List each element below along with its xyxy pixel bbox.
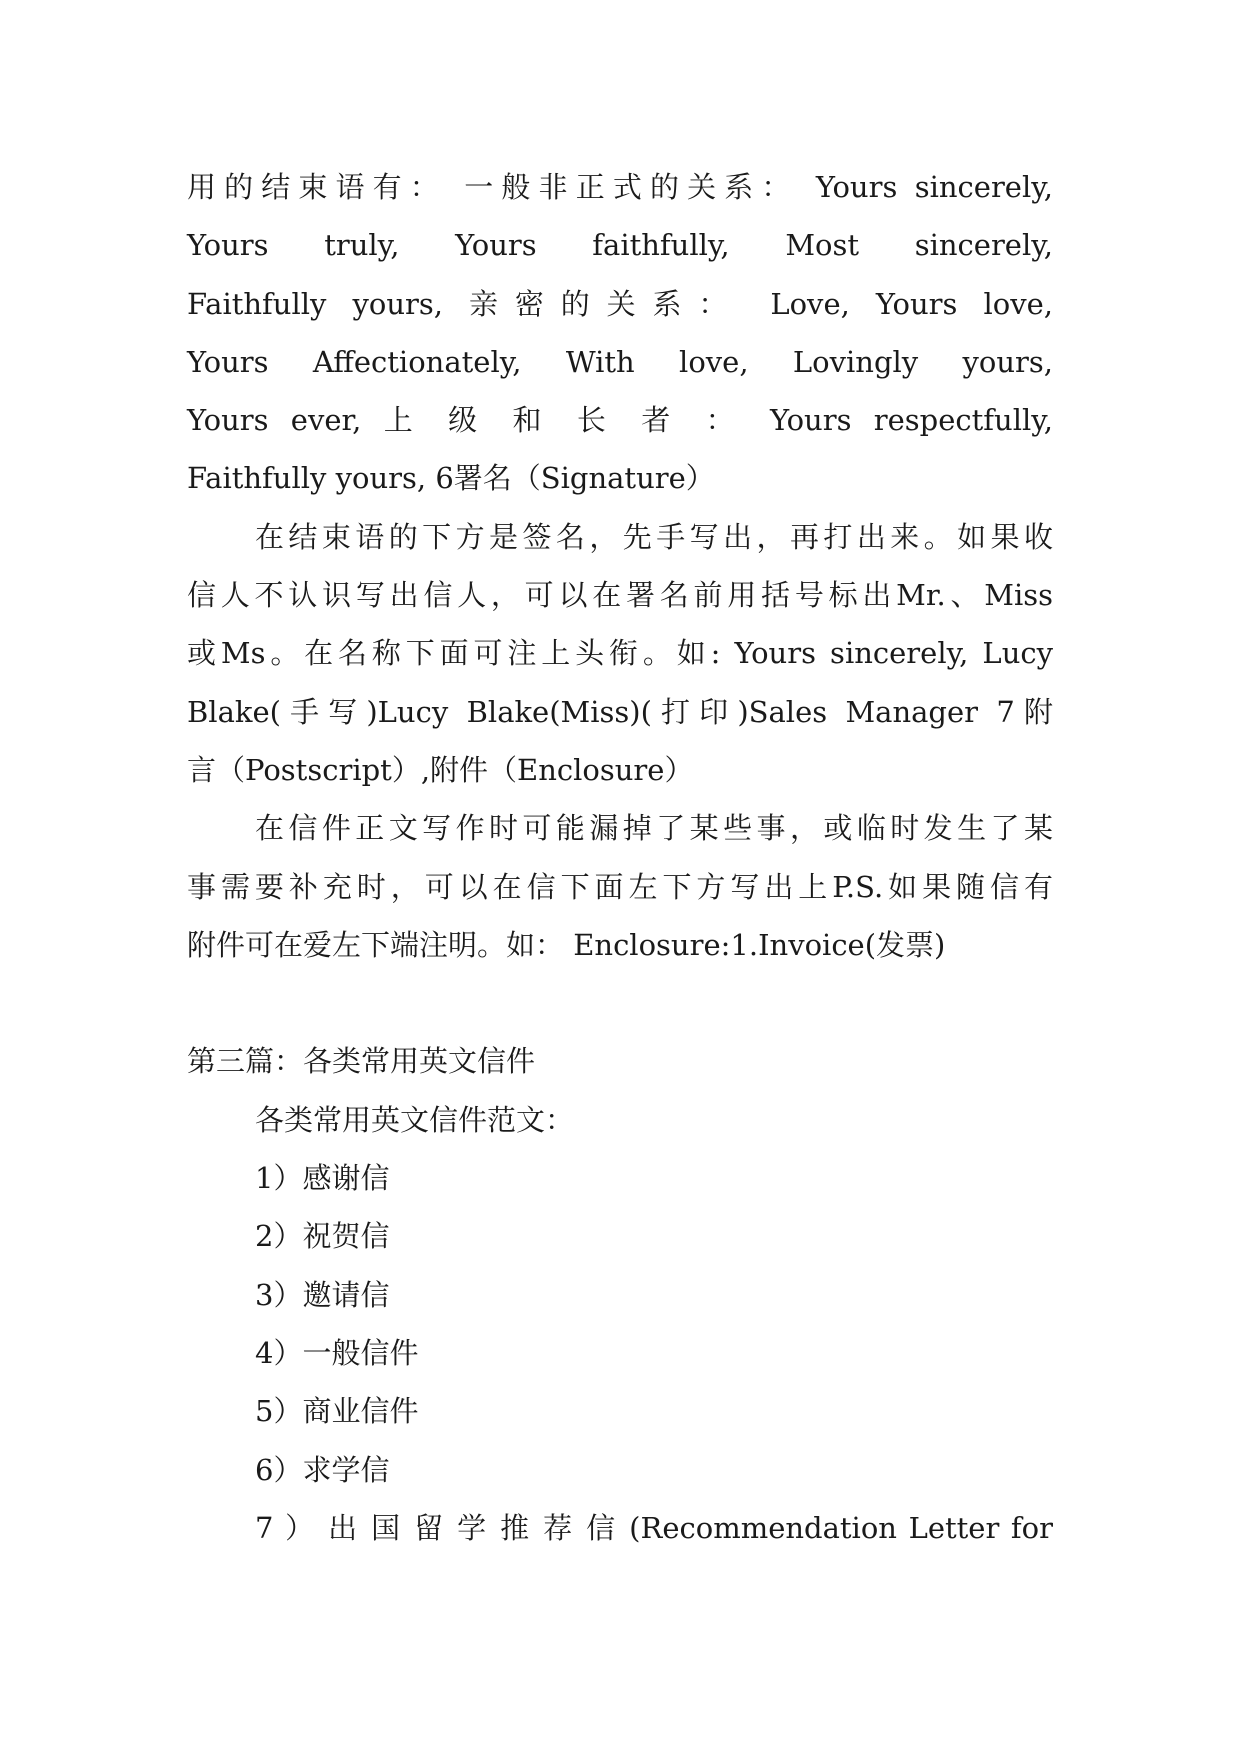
text-line: Yours Affectionately, With love, Lovingly yours,: [187, 344, 1053, 379]
list-item: 3）邀请信: [255, 1277, 390, 1312]
text-line: 言（Postscript）,附件（Enclosure）: [187, 752, 694, 787]
letter-type-list: [187, 1149, 1053, 1557]
list-item: 7 ） 出 国 留 学 推 荐 信 (Recommendation Letter for: [255, 1510, 1053, 1545]
blank-line: [187, 974, 1053, 1032]
list-item: 5）商业信件: [255, 1394, 419, 1429]
paragraph-postscript: [187, 799, 1053, 974]
list-item: 4）一般信件: [255, 1335, 419, 1370]
text-line: 或Ms。在名称下面可注上头衔。如: Yours sincerely, Lucy: [187, 636, 1053, 671]
text-line: Yours truly, Yours faithfully, Most sincerely,: [187, 228, 1053, 263]
text-line: 在信件正文写作时可能漏掉了某些事，或临时发生了某: [255, 811, 1053, 846]
paragraph-closing-phrases: [187, 158, 1053, 508]
text-line: 附件可在爱左下端注明。如： Enclosure:1.Invoice(发票): [187, 927, 946, 962]
section-title: 第三篇：各类常用英文信件: [187, 1044, 536, 1079]
document-page: [187, 158, 1053, 1557]
text-line: 信人不认识写出信人，可以在署名前用括号标出Mr.、Miss: [187, 578, 1053, 613]
text-line: Yours ever, 上 级 和 长 者 ： Yours respectfully,: [187, 403, 1053, 438]
list-item: 6）求学信: [255, 1452, 390, 1487]
text-line: 在结束语的下方是签名，先手写出，再打出来。如果收: [255, 519, 1053, 554]
text-line: 事需要补充时，可以在信下面左下方写出上P.S.如果随信有: [187, 869, 1053, 904]
text-line: Blake(手写)Lucy Blake(Miss)(打印)Sales Manager 7附: [187, 694, 1053, 729]
text-line: Faithfully yours, 亲密的关系： Love, Yours love,: [187, 286, 1053, 321]
text-line: Faithfully yours, 6署名（Signature）: [187, 461, 715, 496]
list-item: 2）祝贺信: [255, 1219, 390, 1254]
section-intro: 各类常用英文信件范文：: [255, 1102, 575, 1137]
list-item: 1）感谢信: [255, 1161, 390, 1196]
paragraph-signature: [187, 508, 1053, 799]
text-line: 用的结束语有： 一般非正式的关系： Yours sincerely,: [187, 170, 1053, 204]
